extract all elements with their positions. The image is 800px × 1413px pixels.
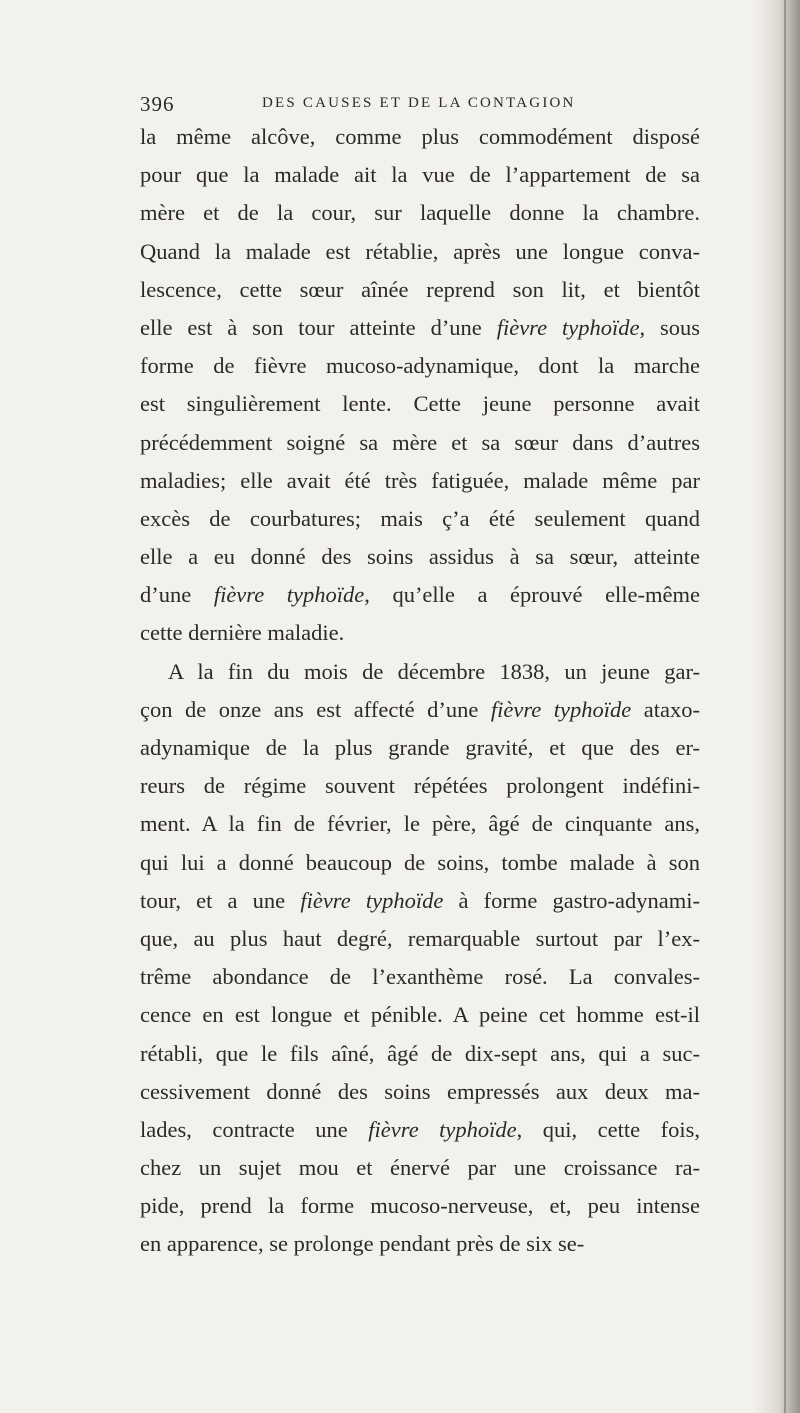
- text-run: forme de fièvre mucoso-adynamique, dont la marche: [140, 353, 700, 379]
- text-run: , qu’elle a éprouvé elle-même: [364, 582, 701, 608]
- text-line: [140, 844, 700, 882]
- text-line: [140, 1149, 700, 1187]
- page-number: 396: [140, 92, 175, 116]
- text-line: [140, 805, 700, 843]
- text-run: pour que la malade ait la vue de l’appartement de sa: [140, 162, 700, 188]
- text-run: que, au plus haut degré, remarquable surtout par l’ex-: [140, 925, 700, 951]
- text-line: [140, 767, 700, 805]
- text-line: [140, 347, 700, 385]
- text-run: lescence, cette sœur aînée reprend son lit, et bientôt: [140, 276, 700, 302]
- text-line: [140, 233, 700, 271]
- text-line: [140, 156, 700, 194]
- text-run: reurs de régime souvent répétées prolongent indéfini-: [140, 773, 700, 799]
- page-header: [140, 92, 700, 120]
- text-run: trême abondance de l’exanthème rosé. La convales-: [140, 964, 700, 990]
- page-shadow: [754, 0, 800, 1413]
- text-run: Quand la malade est rétablie, après une longue conva-: [140, 238, 700, 264]
- text-run: cessivement donné des soins empressés aux deux ma-: [140, 1078, 700, 1104]
- italic-term: fièvre typhoïde: [490, 696, 632, 722]
- text-run: ataxo-: [631, 696, 700, 722]
- text-line: [140, 118, 700, 156]
- text-line: [140, 1225, 700, 1263]
- text-line: [140, 500, 700, 538]
- text-run: rétabli, que le fils aîné, âgé de dix-sept ans, qui a suc-: [140, 1040, 700, 1066]
- body-text: [140, 118, 700, 1264]
- text-line: [140, 271, 700, 309]
- text-run: à forme gastro-adynami-: [443, 887, 700, 913]
- text-line: [140, 424, 700, 462]
- text-run: cette dernière maladie.: [140, 620, 345, 646]
- text-run: maladies; elle avait été très fatiguée, malade même par: [140, 467, 700, 493]
- italic-term: fièvre typhoïde: [368, 1116, 517, 1142]
- text-run: , sous: [639, 314, 701, 340]
- text-run: qui lui a donné beaucoup de soins, tombe malade à son: [140, 849, 700, 875]
- text-line: [140, 385, 700, 423]
- text-run: elle a eu donné des soins assidus à sa sœur, atteinte: [140, 544, 700, 570]
- text-line: [140, 576, 700, 614]
- italic-term: fièvre typhoïde: [496, 314, 640, 340]
- text-line: [140, 1187, 700, 1225]
- text-run: la même alcôve, comme plus commodément disposé: [140, 124, 700, 149]
- text-line: [140, 1111, 700, 1149]
- text-run: , qui, cette fois,: [516, 1116, 700, 1142]
- text-run: ment. A la fin de février, le père, âgé de cinquante ans,: [140, 811, 700, 837]
- text-run: A la fin du mois de décembre 1838, un jeune gar-: [168, 658, 700, 684]
- text-line: [140, 1035, 700, 1073]
- text-run: lades, contracte une: [140, 1116, 369, 1142]
- text-run: çon de onze ans est affecté d’une: [140, 696, 491, 722]
- running-head: DES CAUSES ET DE LA CONTAGION: [262, 95, 576, 111]
- text-run: d’une: [140, 582, 214, 608]
- text-run: mère et de la cour, sur laquelle donne la chambre.: [140, 200, 700, 226]
- text-line: [140, 194, 700, 232]
- text-line: [140, 653, 700, 691]
- italic-term: fièvre typhoïde: [300, 887, 444, 913]
- text-run: en apparence, se prolonge pendant près de six se-: [140, 1231, 585, 1257]
- text-run: elle est à son tour atteinte d’une: [140, 314, 497, 340]
- text-run: adynamique de la plus grande gravité, et que des er-: [140, 735, 700, 760]
- page-edge: [784, 0, 786, 1413]
- text-run: excès de courbatures; mais ç’a été seulement quand: [140, 505, 700, 531]
- text-line: [140, 538, 700, 576]
- text-run: tour, et a une: [140, 887, 301, 913]
- text-run: précédemment soigné sa mère et sa sœur dans d’autres: [140, 429, 700, 455]
- text-line: [140, 920, 700, 958]
- text-run: chez un sujet mou et énervé par une croissance ra-: [140, 1155, 700, 1181]
- text-line: [140, 614, 700, 652]
- text-line: [140, 691, 700, 729]
- text-line: [140, 729, 700, 767]
- italic-term: fièvre typhoïde: [213, 582, 365, 608]
- text-line: [140, 1073, 700, 1111]
- text-line: [140, 996, 700, 1034]
- text-line: [140, 462, 700, 500]
- text-line: [140, 882, 700, 920]
- text-run: cence en est longue et pénible. A peine cet homme est-il: [140, 1002, 700, 1028]
- text-line: [140, 958, 700, 996]
- text-line: [140, 309, 700, 347]
- text-run: est singulièrement lente. Cette jeune personne avait: [140, 391, 700, 417]
- text-run: pide, prend la forme mucoso-nerveuse, et, peu intense: [140, 1193, 700, 1219]
